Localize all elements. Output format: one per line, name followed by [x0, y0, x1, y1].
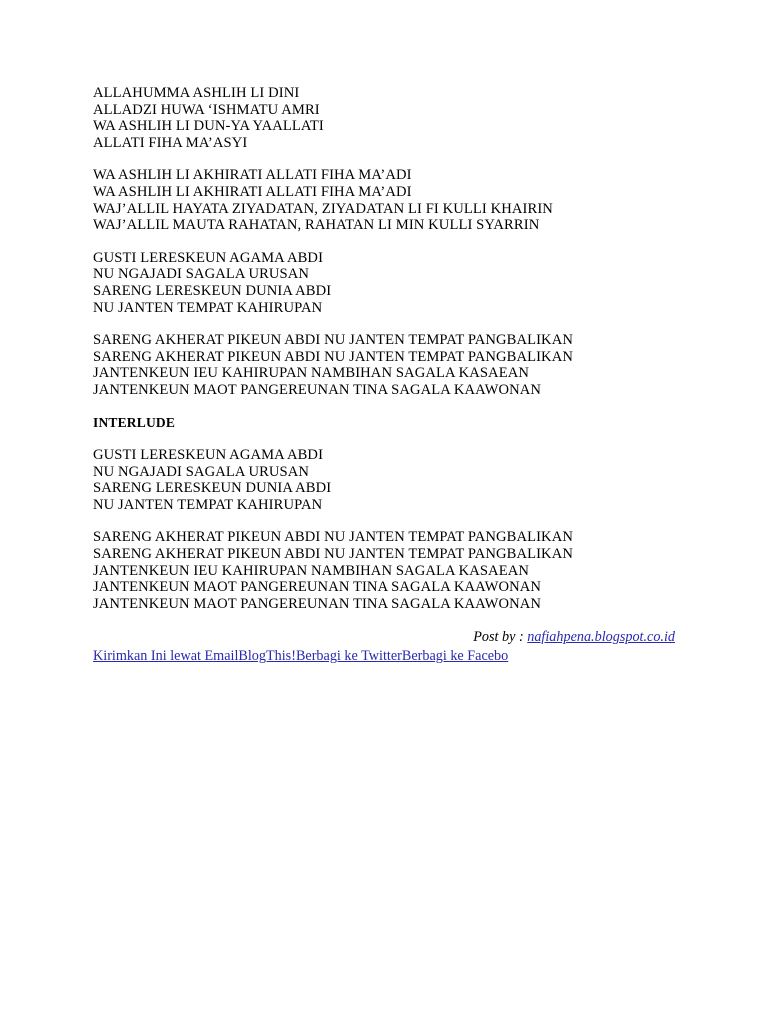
lyric-line: JANTENKEUN IEU KAHIRUPAN NAMBIHAN SAGALA KASAEAN — [93, 562, 529, 579]
lyric-line: SARENG AKHERAT PIKEUN ABDI NU JANTEN TEMPAT PANGBALIKAN — [93, 332, 573, 349]
lyric-line: NU NGAJADI SAGALA URUSAN — [93, 463, 310, 480]
post-credit-label: Post by : — [473, 629, 528, 646]
stanza-arabic-dua-1 — [93, 85, 693, 151]
lyric-line: GUSTI LERESKEUN AGAMA ABDI — [93, 447, 324, 464]
share-links-bar — [93, 647, 693, 665]
lyric-line: WA ASHLIH LI DUN-YA YAALLATI — [93, 118, 324, 135]
lyric-line: WA ASHLIH LI AKHIRATI ALLATI FIHA MA’ADI — [93, 183, 412, 200]
lyric-line: ALLATI FIHA MA’ASYI — [93, 134, 248, 151]
lyric-line: JANTENKEUN IEU KAHIRUPAN NAMBIHAN SAGALA KASAEAN — [93, 365, 529, 382]
lyric-line: SARENG LERESKEUN DUNIA ABDI — [93, 282, 332, 299]
lyric-line: WA ASHLIH LI AKHIRATI ALLATI FIHA MA’ADI — [93, 167, 412, 184]
stanza-sundanese-2 — [93, 332, 693, 398]
stanza-sundanese-1 — [93, 250, 693, 316]
lyric-line: WAJ’ALLIL HAYATA ZIYADATAN, ZIYADATAN LI FI KULLI KHAIRIN — [93, 200, 553, 217]
post-credit-link[interactable]: nafiahpena.blogspot.co.id — [527, 629, 675, 646]
lyric-line: SARENG LERESKEUN DUNIA ABDI — [93, 480, 332, 497]
lyric-line: NU NGAJADI SAGALA URUSAN — [93, 266, 310, 283]
lyric-line: ALLADZI HUWA ‘ISHMATU AMRI — [93, 101, 320, 118]
stanza-sundanese-3 — [93, 447, 693, 513]
stanza-sundanese-4 — [93, 529, 693, 612]
document-body — [93, 85, 693, 665]
post-credit — [93, 628, 675, 646]
lyric-line: SARENG AKHERAT PIKEUN ABDI NU JANTEN TEMPAT PANGBALIKAN — [93, 348, 573, 365]
lyric-line: JANTENKEUN MAOT PANGEREUNAN TINA SAGALA KAAWONAN — [93, 381, 542, 398]
lyric-line: JANTENKEUN MAOT PANGEREUNAN TINA SAGALA KAAWONAN — [93, 579, 542, 596]
lyric-line: NU JANTEN TEMPAT KAHIRUPAN — [93, 496, 323, 513]
lyric-line: ALLAHUMMA ASHLIH LI DINI — [93, 85, 300, 101]
interlude-heading: INTERLUDE — [93, 414, 176, 430]
lyric-line: WAJ’ALLIL MAUTA RAHATAN, RAHATAN LI MIN KULLI SYARRIN — [93, 217, 540, 234]
lyric-line: SARENG AKHERAT PIKEUN ABDI NU JANTEN TEMPAT PANGBALIKAN — [93, 546, 573, 563]
lyric-line: GUSTI LERESKEUN AGAMA ABDI — [93, 249, 324, 266]
share-blogthis-link[interactable]: BlogThis! — [238, 648, 296, 665]
lyric-line: SARENG AKHERAT PIKEUN ABDI NU JANTEN TEMPAT PANGBALIKAN — [93, 529, 573, 546]
share-email-link[interactable]: Kirimkan Ini lewat Email — [93, 648, 239, 665]
share-twitter-link[interactable]: Berbagi ke Twitter — [295, 648, 402, 665]
share-facebook-link[interactable]: Berbagi ke Facebo — [401, 648, 509, 665]
lyric-line: NU JANTEN TEMPAT KAHIRUPAN — [93, 299, 323, 316]
lyric-line: JANTENKEUN MAOT PANGEREUNAN TINA SAGALA KAAWONAN — [93, 595, 542, 612]
stanza-arabic-dua-2 — [93, 167, 693, 233]
